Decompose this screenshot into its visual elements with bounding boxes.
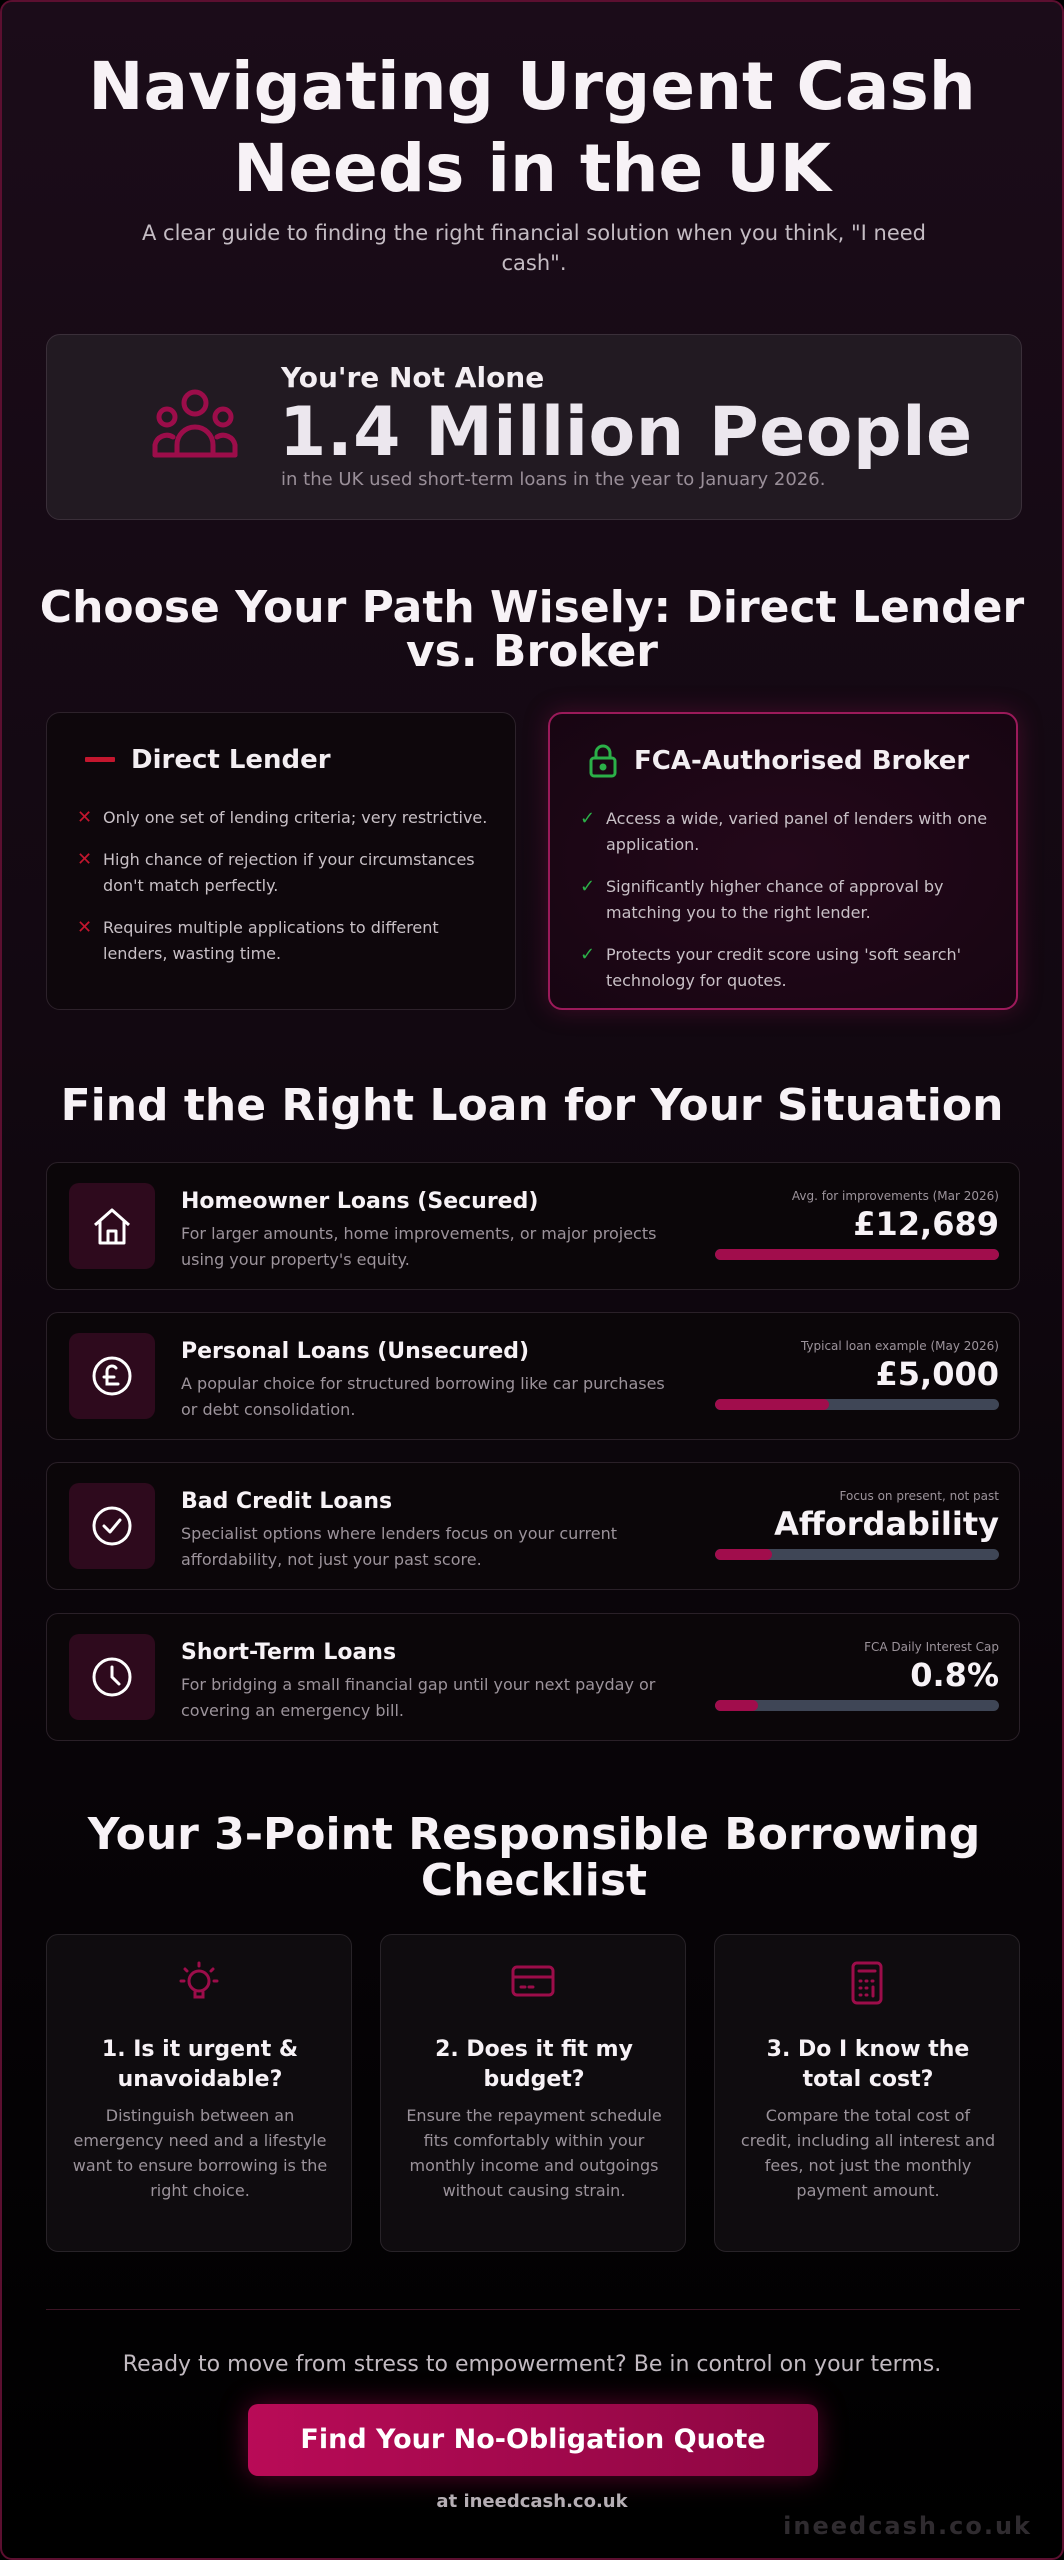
cross-icon: ✕: [77, 807, 93, 828]
get-quote-button[interactable]: Find Your No-Obligation Quote: [248, 2404, 818, 2476]
loan-progress-bar: [715, 1399, 999, 1410]
loans-section-title: [2, 1080, 1062, 1131]
compare-section-title: [2, 582, 1062, 677]
direct-lender-title: Direct Lender: [131, 745, 331, 775]
checklist-section-title-text: Your 3-Point Responsible Borrowing Checklist: [87, 1809, 981, 1906]
loan-value: £5,000: [875, 1355, 999, 1393]
point-text: Access a wide, varied panel of lenders with one application.: [606, 809, 988, 854]
loan-caption: Focus on present, not past: [839, 1489, 999, 1503]
stat-label: You're Not Alone: [281, 361, 545, 394]
divider: [46, 2309, 1020, 2310]
stat-card: [46, 334, 1022, 520]
loans-section-title-text: Find the Right Loan for Your Situation: [60, 1080, 1004, 1131]
checklist-card-budget: [380, 1934, 686, 2252]
lock-icon: [586, 744, 620, 778]
direct-lender-card: [46, 712, 516, 1010]
check-icon: ✓: [580, 808, 596, 829]
loan-progress-fill: [715, 1249, 999, 1260]
page-title: [2, 46, 1062, 210]
pound-coin-icon: [69, 1333, 155, 1419]
cta-website-link[interactable]: at ineedcash.co.uk: [436, 2491, 628, 2512]
direct-lender-points: [77, 805, 497, 983]
broker-points: [580, 806, 1000, 1010]
checklist-card-urgent: [46, 1934, 352, 2252]
point-text: Requires multiple applications to different lenders, wasting time.: [103, 918, 439, 963]
page-subtitle: A clear guide to finding the right financial solution when you think, "I need cash".: [141, 221, 926, 275]
cross-icon: ✕: [77, 849, 93, 870]
loan-caption: FCA Daily Interest Cap: [864, 1640, 999, 1654]
list-item: [580, 874, 1000, 926]
list-item: [580, 806, 1000, 858]
checklist-title: 2. Does it fit my budget?: [435, 2037, 633, 2092]
point-text: Protects your credit score using 'soft search' technology for quotes.: [606, 945, 962, 990]
loan-row-homeowner: [46, 1162, 1020, 1290]
loan-row-short-term: [46, 1613, 1020, 1741]
loan-value: £12,689: [853, 1205, 999, 1243]
stat-note: in the UK used short-term loans in the year to January 2026.: [281, 469, 826, 490]
checklist-desc: Ensure the repayment schedule fits comfortably within your monthly income and outgoings without causing strain.: [406, 2106, 662, 2200]
loan-progress-fill: [715, 1549, 772, 1560]
loan-name: Homeowner Loans (Secured): [181, 1189, 539, 1214]
loan-progress-bar: [715, 1249, 999, 1260]
credit-card-icon: [381, 1959, 685, 2007]
loan-name: Short-Term Loans: [181, 1640, 397, 1665]
loan-caption: Typical loan example (May 2026): [800, 1339, 999, 1353]
broker-title: FCA-Authorised Broker: [634, 746, 970, 776]
point-text: High chance of rejection if your circumstances don't match perfectly.: [103, 850, 475, 895]
lightbulb-icon: [47, 1959, 351, 2007]
people-group-icon: [151, 385, 239, 465]
broker-header: [586, 744, 969, 778]
point-text: Significantly higher chance of approval by matching you to the right lender.: [606, 877, 944, 922]
watermark: ineedcash.co.uk: [783, 2512, 1032, 2540]
page-title-text: Navigating Urgent Cash Needs in the UK: [88, 48, 976, 207]
calculator-icon: [715, 1959, 1019, 2007]
checklist-title: 3. Do I know the total cost?: [766, 2037, 970, 2092]
check-icon: ✓: [580, 876, 596, 897]
loan-progress-fill: [715, 1399, 829, 1410]
compare-section-title-text: Choose Your Path Wisely: Direct Lender vs. Broker: [39, 582, 1025, 677]
loan-progress-bar: [715, 1549, 999, 1560]
checklist-section-title: [84, 1809, 984, 1906]
direct-lender-header: [83, 743, 331, 777]
list-item: [77, 915, 497, 967]
loan-name: Personal Loans (Unsecured): [181, 1339, 530, 1364]
list-item: [580, 942, 1000, 994]
checklist-title: 1. Is it urgent & unavoidable?: [101, 2037, 299, 2092]
cross-icon: ✕: [77, 917, 93, 938]
list-item: [77, 847, 497, 899]
checklist-desc: Compare the total cost of credit, including all interest and fees, not just the monthly payment amount.: [740, 2106, 996, 2200]
loan-desc: For larger amounts, home improvements, or major projects using your property's equity.: [181, 1224, 657, 1269]
loan-row-personal: [46, 1312, 1020, 1440]
stat-value: 1.4 Million People: [279, 393, 973, 472]
loan-value: 0.8%: [910, 1656, 999, 1694]
list-item: [77, 805, 497, 831]
cta-text: Ready to move from stress to empowerment? Be in control on your terms.: [122, 2352, 942, 2377]
loan-caption: Avg. for improvements (Mar 2026): [791, 1189, 999, 1203]
house-icon: [69, 1183, 155, 1269]
loan-value: Affordability: [774, 1505, 999, 1543]
check-circle-icon: [69, 1483, 155, 1569]
loan-progress-fill: [715, 1700, 758, 1711]
clock-icon: [69, 1634, 155, 1720]
check-icon: ✓: [580, 944, 596, 965]
loan-desc: A popular choice for structured borrowing like car purchases or debt consolidation.: [181, 1374, 665, 1419]
loan-desc: For bridging a small financial gap until your next payday or covering an emergency bill.: [181, 1675, 656, 1720]
loan-row-bad-credit: [46, 1462, 1020, 1590]
checklist-card-cost: [714, 1934, 1020, 2252]
loan-progress-bar: [715, 1700, 999, 1711]
point-text: Only one set of lending criteria; very restrictive.: [103, 808, 488, 827]
broker-card: [548, 712, 1018, 1010]
loan-desc: Specialist options where lenders focus on your current affordability, not just your past score.: [181, 1524, 618, 1569]
checklist-desc: Distinguish between an emergency need and a lifestyle want to ensure borrowing is the right choice.: [72, 2106, 328, 2200]
minus-icon: [83, 743, 117, 777]
loan-name: Bad Credit Loans: [181, 1489, 393, 1514]
